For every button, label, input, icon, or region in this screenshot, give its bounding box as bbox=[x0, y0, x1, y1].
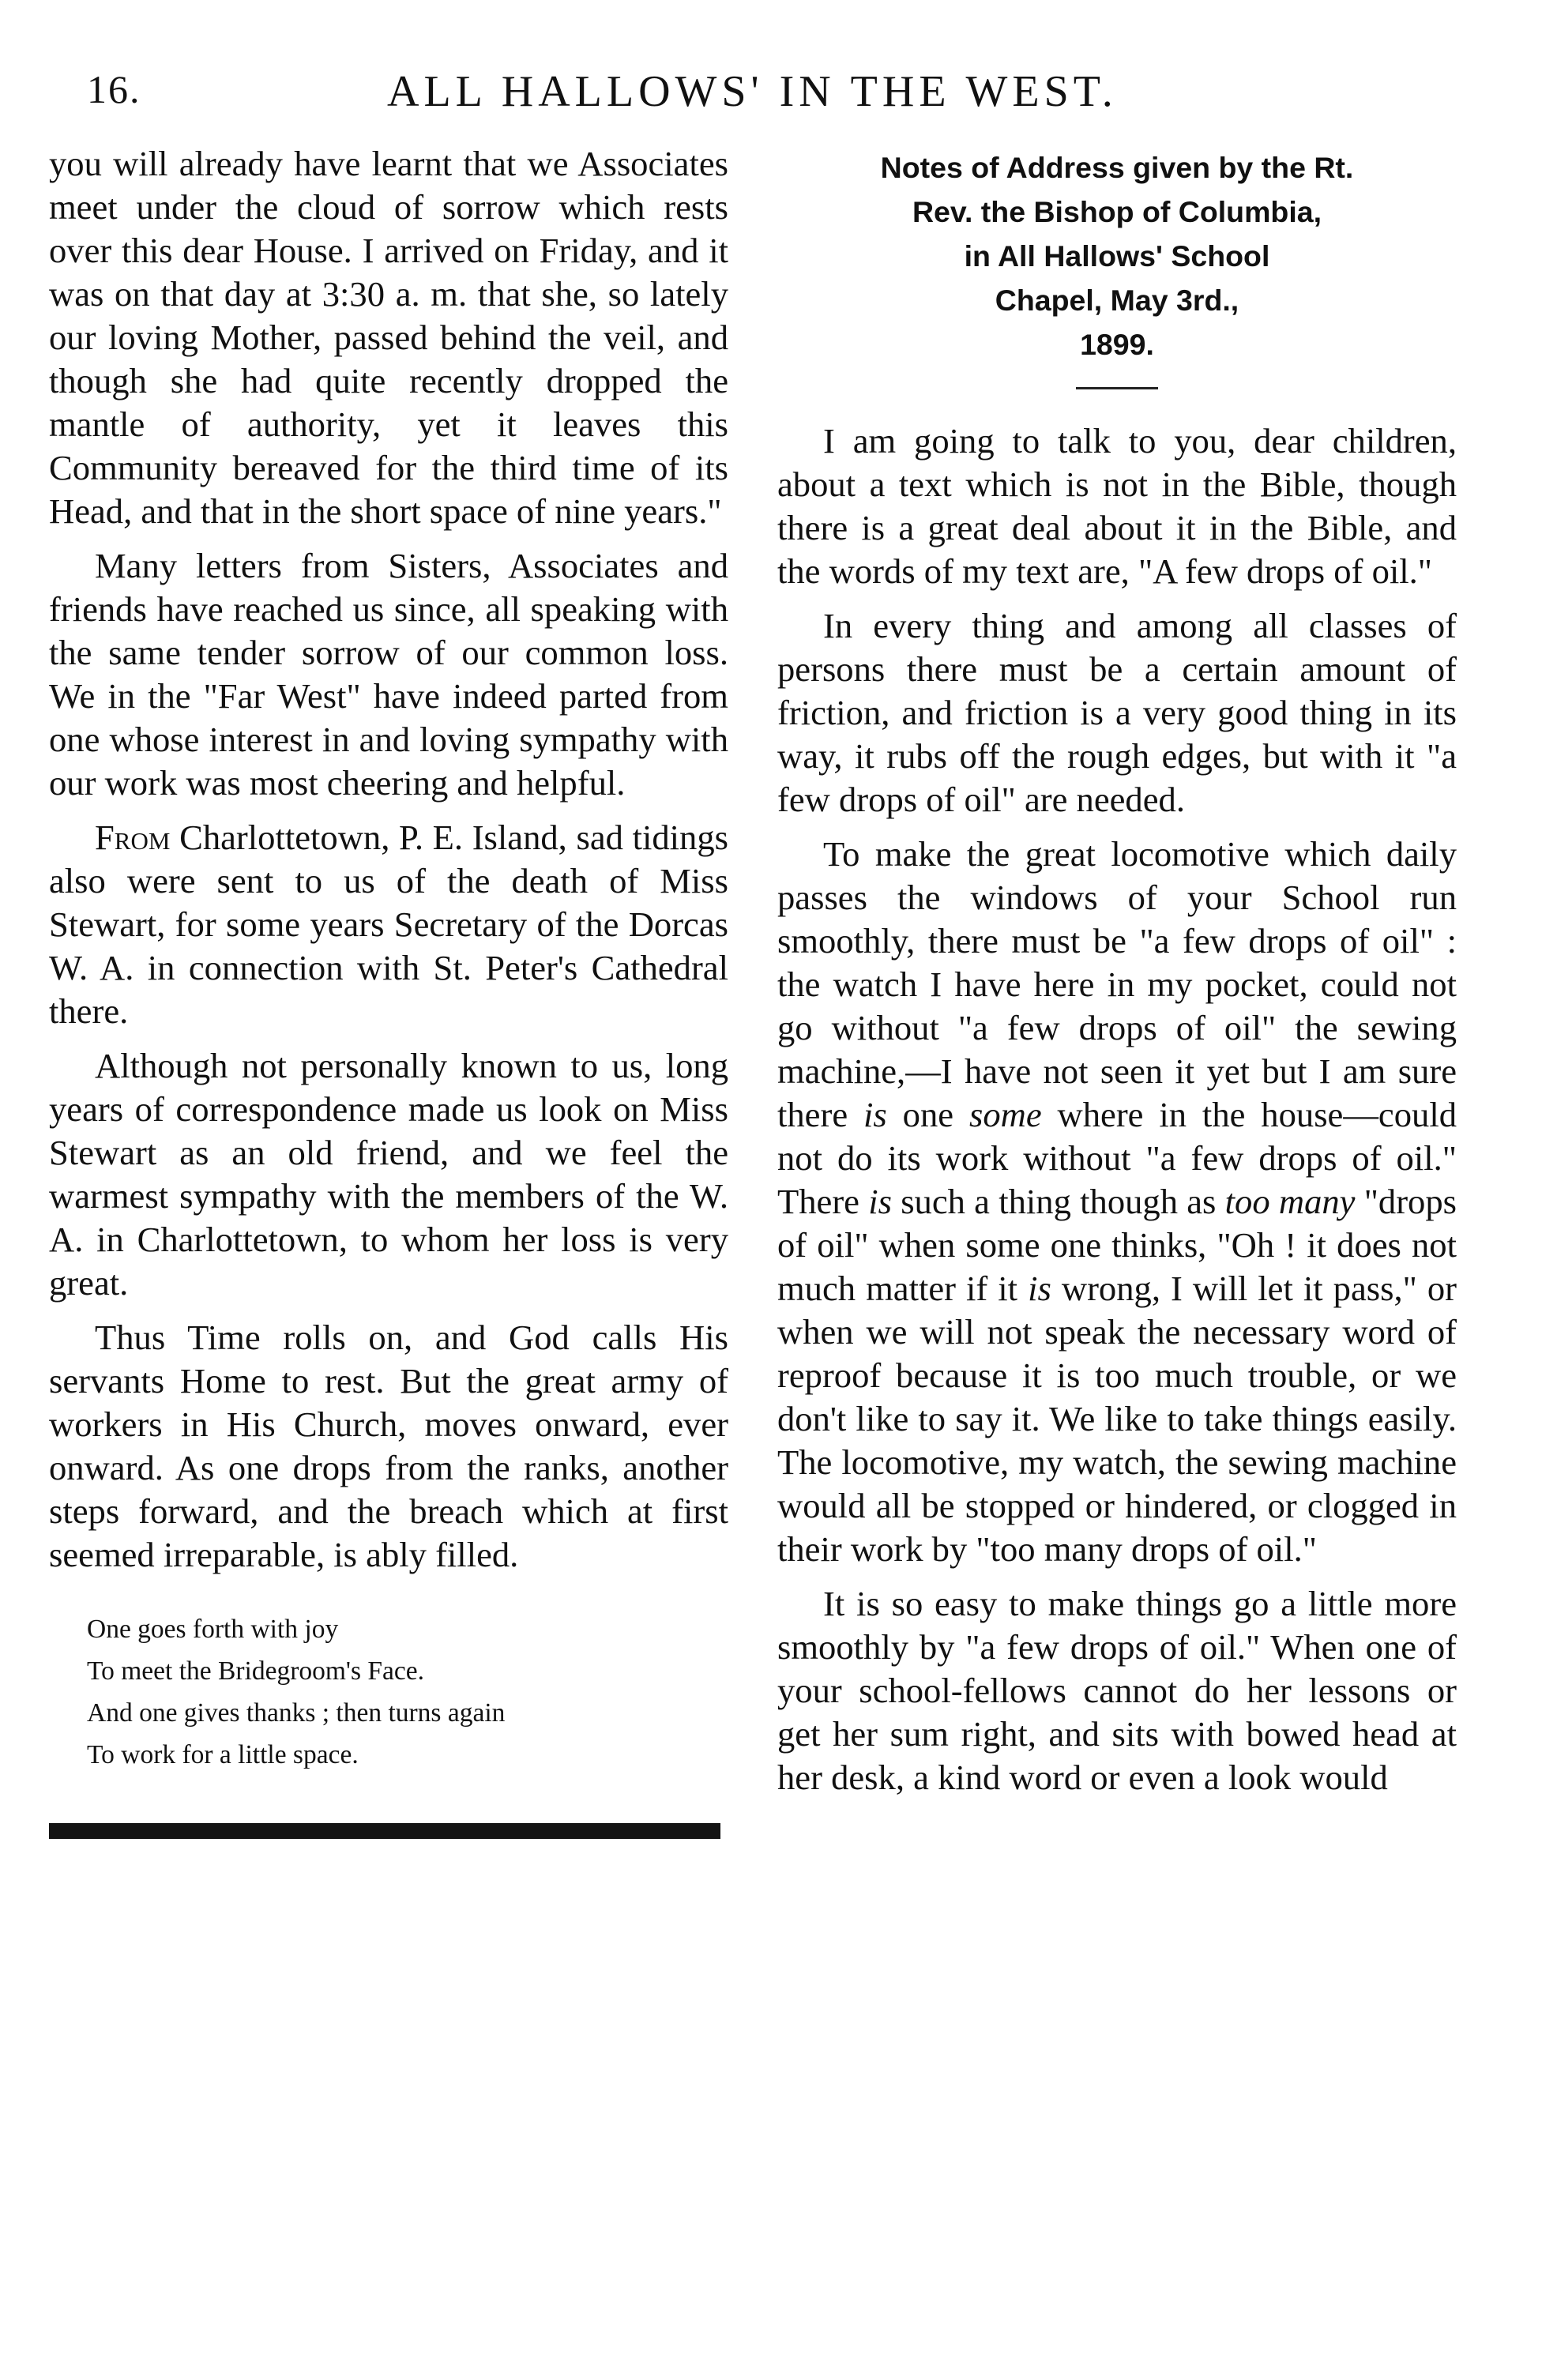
verse-line: One goes forth with joy bbox=[87, 1615, 339, 1644]
verse-line: To meet the Bridegroom's Face. bbox=[87, 1656, 424, 1686]
emphasis: some bbox=[968, 1095, 1042, 1134]
paragraph-continued-letter: you will already have learnt that we Associates meet under the cloud of sorrow which rests over this dear House. I arrived on Friday, and it was on that day at 3:30 a. m. that she, so lately our loving Mother, passed behind the veil, and though she had quite recently dropped the mantle of authority, yet it leaves this Community bereaved for the third time of its Head, and that in the short space of nine years." bbox=[49, 144, 728, 531]
text-run: one bbox=[886, 1095, 969, 1134]
paragraph-smoothly: It is so easy to make things go a little more smoothly by "a few drops of oil." When one of your school-fellows cannot do her lessons or get her sum right, and sits with bowed head at her desk, a kind word or even a look would bbox=[777, 1584, 1457, 1797]
left-column bbox=[49, 142, 728, 1839]
running-title: ALL HALLOWS' IN THE WEST. bbox=[387, 67, 1118, 116]
text-run: where in the house—could not do its work without "a few drops of oil." There bbox=[777, 1095, 1457, 1221]
right-column bbox=[777, 142, 1457, 1810]
paragraph-charlottetown-text: Charlottetown, P. E. Island, sad tidings also were sent to us of the death of Miss Stewart, for some years Secretary of the Dorcas W. A. in connection with St. Peter's Cathedral there. bbox=[49, 818, 728, 1031]
text-run: "drops of oil" when some one thinks, "Oh ! it does not much matter if it bbox=[777, 1182, 1457, 1308]
paragraph-miss-stewart: Although not personally known to us, long years of correspondence made us look on Miss Stewart as an old friend, and we feel the warmest sympathy with the members of the W. A. in Charlottetown, to whom her loss is very great. bbox=[49, 1046, 728, 1303]
paragraph-time-rolls-on: Thus Time rolls on, and God calls His servants Home to rest. But the great army of workers in His Church, moves onward, ever onward. As one drops from the ranks, another steps forward, and the breach which at first seemed irreparable, is ably filled. bbox=[49, 1318, 728, 1574]
heading-divider bbox=[1076, 387, 1158, 389]
emphasis: is bbox=[863, 1095, 887, 1134]
page-number: 16. bbox=[87, 67, 141, 111]
text-run: wrong, I will let it pass," or when we will not speak the necessary word of reproof because it is too much trouble, or we don't like to say it. We like to take things easily. The locomotive, my watch, the sewing machine would all be stopped or hindered, or clogged in their work by "too many drops of oil." bbox=[777, 1269, 1457, 1569]
paragraph-charlottetown bbox=[49, 816, 728, 1033]
article-heading-line: Rev. the Bishop of Columbia, bbox=[912, 195, 1322, 228]
paragraph-locomotive bbox=[777, 833, 1457, 1571]
text-run: such a thing though as bbox=[891, 1182, 1225, 1221]
text-run: To make the great locomotive which daily passes the windows of your School run smoothly, there must be "a few drops of oil" : the watch I have here in my pocket, could not go without "a few drops of oil" the sewing machine,—I have not seen it yet but I am sure there bbox=[777, 834, 1457, 1134]
closing-rule bbox=[49, 1823, 720, 1839]
paragraph-lead-word: From bbox=[95, 818, 171, 857]
emphasis: is bbox=[868, 1182, 892, 1221]
paragraph-friction: In every thing and among all classes of persons there must be a certain amount of friction, and friction is a very good thing in its way, it rubs off the rough edges, but with it "a few drops of oil" are needed. bbox=[777, 606, 1457, 819]
emphasis: is bbox=[1028, 1269, 1051, 1308]
verse-line: To work for a little space. bbox=[87, 1740, 359, 1769]
verse-line: And one gives thanks ; then turns again bbox=[87, 1698, 506, 1728]
article-heading-line: in All Hallows' School bbox=[964, 239, 1270, 273]
article-heading-line: 1899. bbox=[1080, 328, 1154, 361]
paragraph-text-intro: I am going to talk to you, dear children, about a text which is not in the Bible, though there is a great deal about it in the Bible, and the words of my text are, "A few drops of oil." bbox=[777, 421, 1457, 591]
emphasis: too many bbox=[1224, 1182, 1356, 1221]
article-heading bbox=[777, 145, 1457, 367]
paragraph-letters-received: Many letters from Sisters, Associates and friends have reached us since, all speaking with the same tender sorrow of our common loss. We in the "Far West" have indeed parted from one whose interest in and loving sympathy with our work was most cheering and helpful. bbox=[49, 546, 728, 803]
verse bbox=[87, 1608, 728, 1776]
article-heading-line: Notes of Address given by the Rt. bbox=[880, 151, 1354, 184]
article-heading-line: Chapel, May 3rd., bbox=[995, 284, 1239, 317]
page-header bbox=[0, 66, 1542, 137]
